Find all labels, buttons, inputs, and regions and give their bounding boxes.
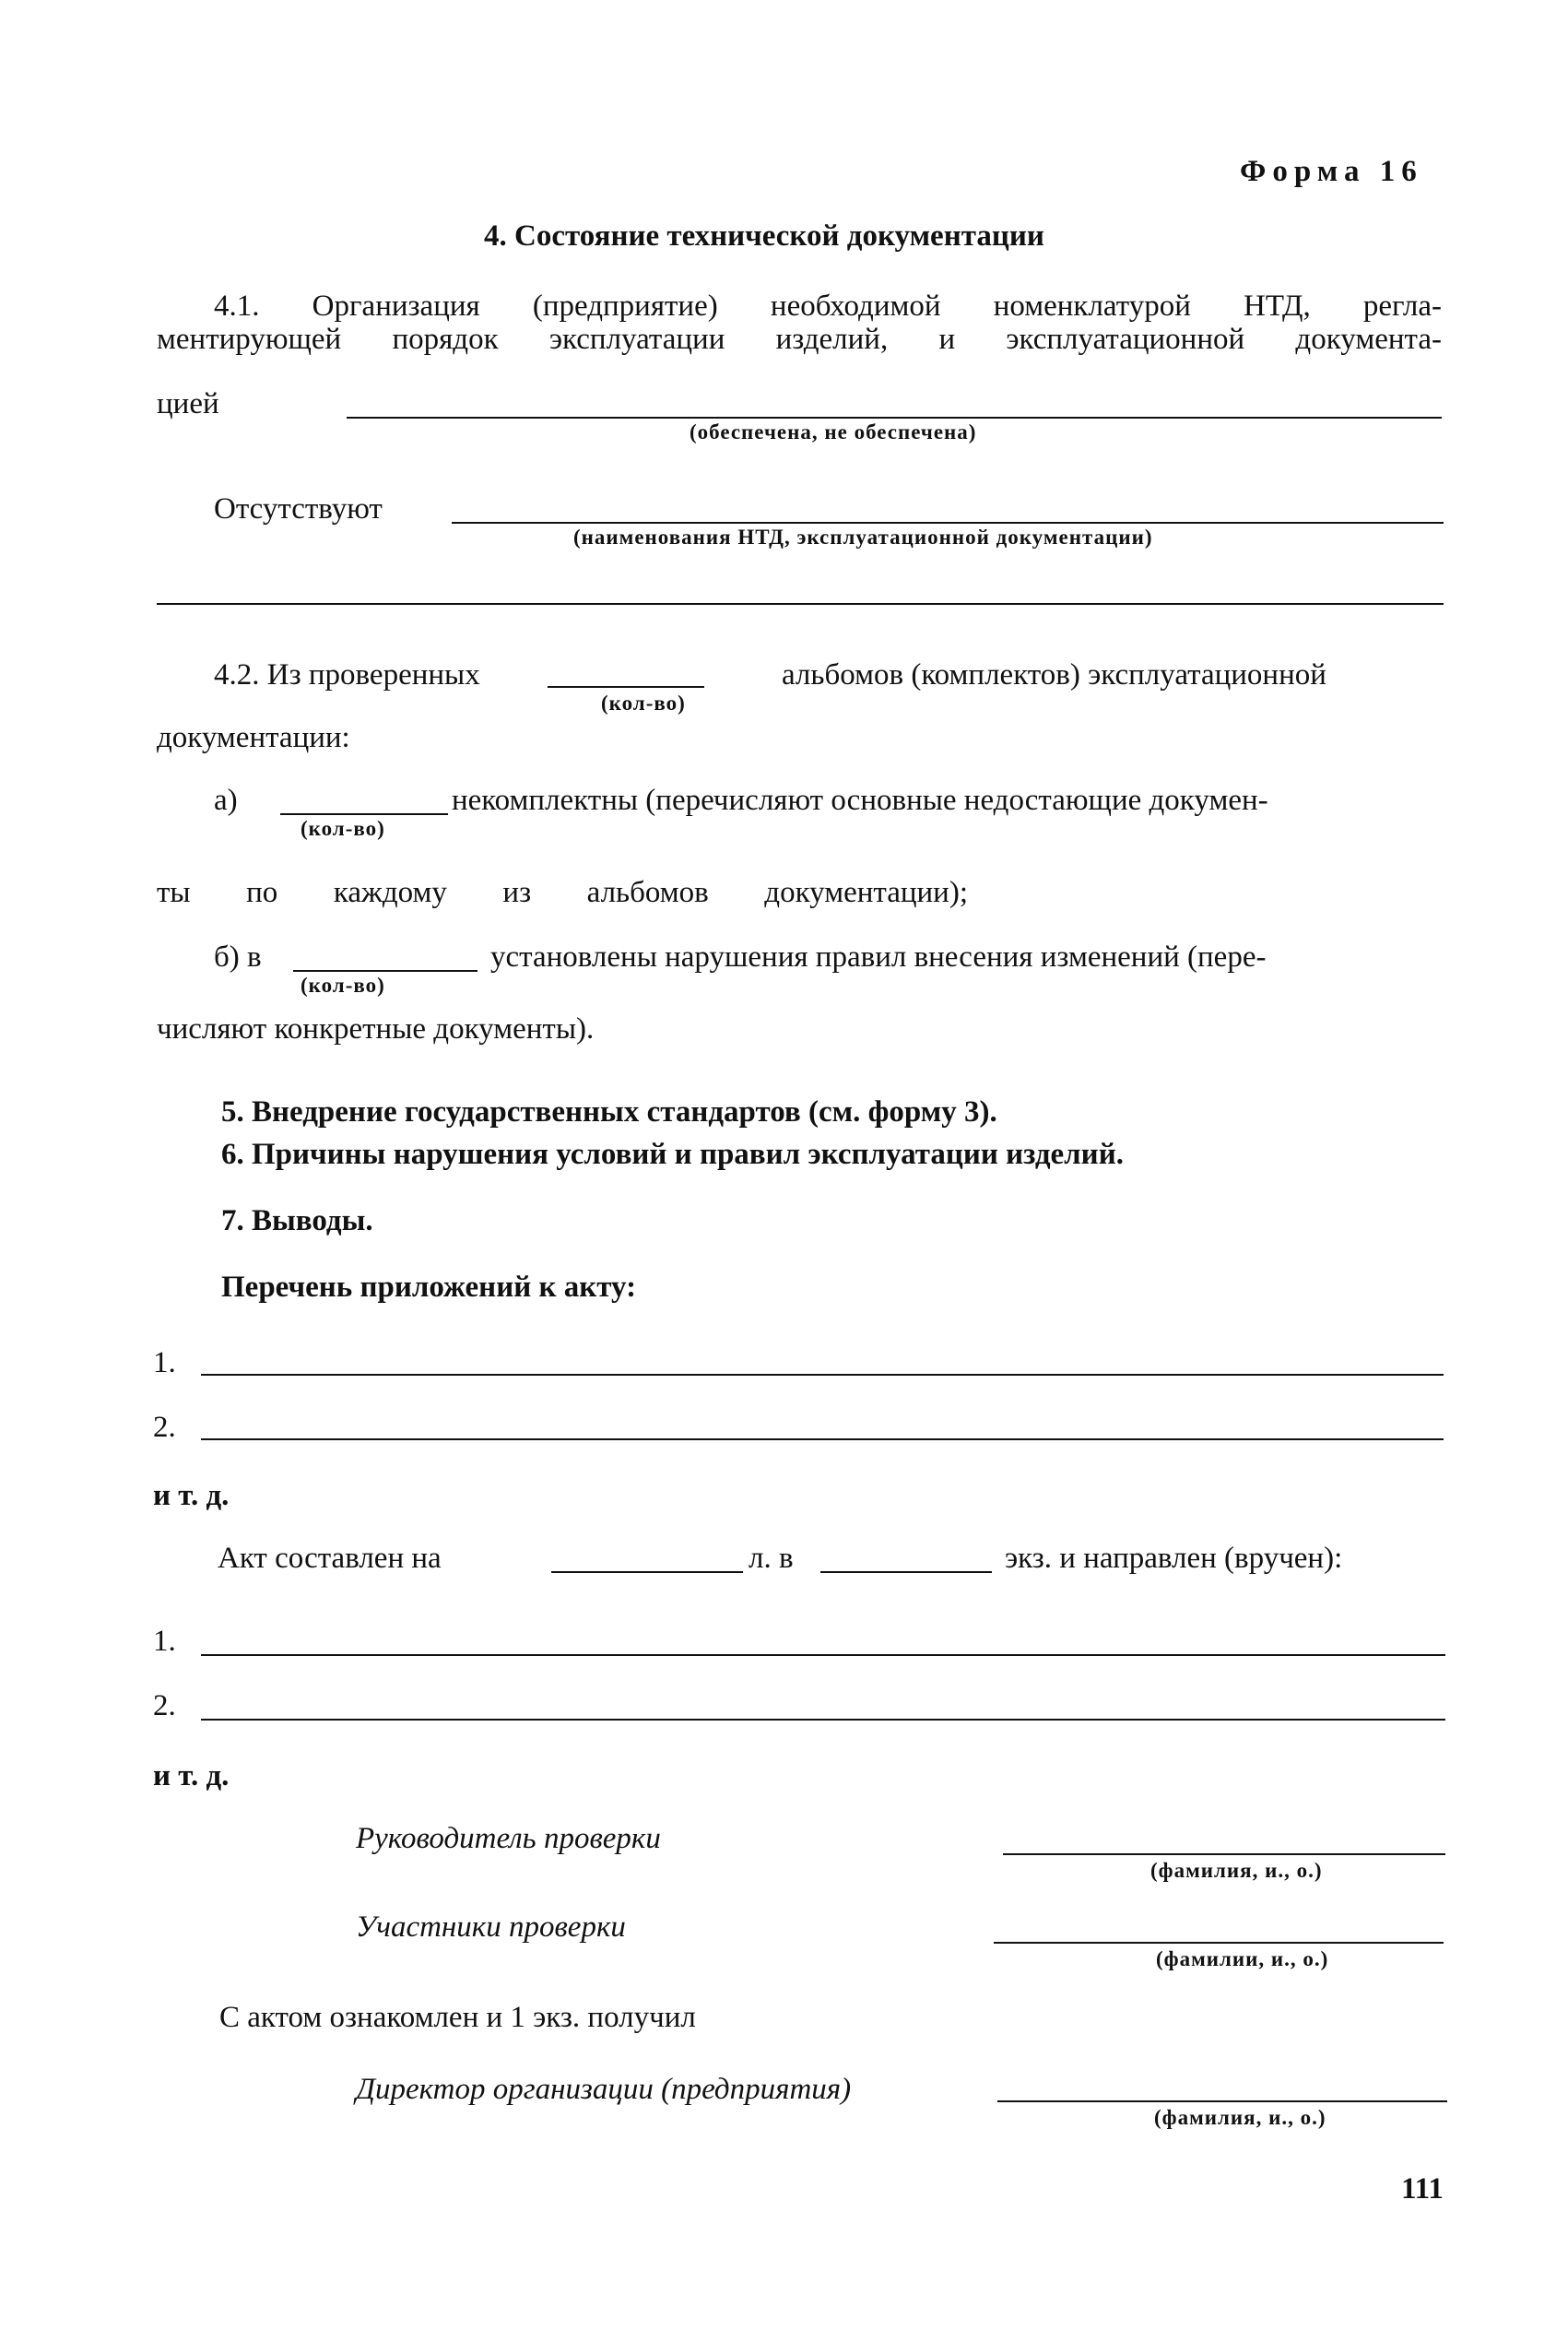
paragraph-4-1-line1: 4.1. Организация (предприятие) необходимой номенклатурой НТД, регла- [214, 290, 1442, 323]
attachment-number-1: 1. [153, 1346, 176, 1379]
act-recipient-line-1[interactable] [201, 1654, 1445, 1656]
absent-label: Отсутствуют [214, 492, 383, 526]
act-recipient-line-2[interactable] [201, 1719, 1445, 1721]
caption-absent: (наименования НТД, эксплуатационной документации) [573, 526, 1153, 549]
act-sheets: л. в [749, 1542, 794, 1575]
absent-fill-line[interactable] [452, 522, 1444, 524]
paragraph-4-2-end: альбомов (комплектов) эксплуатационной [782, 658, 1326, 692]
acknowledged-text: С актом ознакомлен и 1 экз. получил [219, 2001, 696, 2034]
section-7-title: 7. Выводы. [221, 1204, 373, 1237]
item-a-text: некомплектны (перечисляют основные недостающие докумен- [452, 784, 1268, 817]
paragraph-4-2-line2: документации: [157, 721, 350, 754]
act-recipient-number-2: 2. [153, 1689, 176, 1722]
item-b-text: установлены нарушения правил внесения изменений (пере- [490, 940, 1267, 974]
director-label: Директор организации (предприятия) [356, 2073, 852, 2106]
attachment-line-2[interactable] [201, 1438, 1444, 1440]
item-a-qty-line[interactable] [280, 813, 448, 815]
act-end: экз. и направлен (вручен): [1005, 1542, 1343, 1575]
paragraph-4-1-line2: ментирующей порядок эксплуатации изделий, и эксплуатационной документа- [157, 323, 1442, 356]
head-caption: (фамилия, и., о.) [1150, 1859, 1323, 1882]
item-a-prefix: а) [214, 784, 238, 817]
section-6-title: 6. Причины нарушения условий и правил эксплуатации изделий. [221, 1138, 1124, 1171]
director-caption: (фамилия, и., о.) [1154, 2106, 1326, 2129]
paragraph-4-2-start: 4.2. Из проверенных [214, 658, 480, 692]
item-b-qty-line[interactable] [293, 970, 477, 972]
attachments-title: Перечень приложений к акту: [221, 1271, 637, 1304]
item-b-prefix: б) в [214, 940, 262, 974]
albums-qty-line[interactable] [548, 686, 704, 688]
members-caption: (фамилии, и., о.) [1156, 1947, 1329, 1970]
section-5-title: 5. Внедрение государственных стандартов (см. форму 3). [221, 1095, 997, 1129]
form-label: Форма 16 [1240, 155, 1423, 188]
director-signature-line[interactable] [997, 2100, 1447, 2102]
caption-provided: (обеспечена, не обеспечена) [690, 420, 977, 444]
paragraph-4-1-line3: цией [157, 387, 219, 420]
members-label: Участники проверки [356, 1910, 626, 1944]
act-sheets-line[interactable] [551, 1571, 743, 1573]
attachment-number-2: 2. [153, 1411, 176, 1444]
act-recipient-number-1: 1. [153, 1625, 176, 1658]
item-b-line2: числяют конкретные документы). [157, 1012, 595, 1046]
caption-qty-2: (кол-во) [301, 817, 385, 840]
act-etc: и т. д. [153, 1759, 230, 1792]
head-label: Руководитель проверки [356, 1822, 661, 1855]
item-a-line2: ты по каждому из альбомов документации); [157, 876, 968, 909]
attachments-etc: и т. д. [153, 1479, 230, 1512]
caption-qty-1: (кол-во) [601, 692, 686, 715]
caption-qty-3: (кол-во) [301, 974, 385, 997]
absent-fill-line-2[interactable] [157, 603, 1444, 605]
page-number: 111 [1401, 2172, 1444, 2206]
section-4-title: 4. Состояние технической документации [484, 219, 1044, 253]
attachment-line-1[interactable] [201, 1374, 1444, 1376]
members-signature-line[interactable] [994, 1942, 1444, 1944]
head-signature-line[interactable] [1003, 1853, 1445, 1855]
act-start: Акт составлен на [218, 1542, 442, 1575]
provided-fill-line[interactable] [347, 417, 1442, 419]
act-copies-line[interactable] [820, 1571, 992, 1573]
